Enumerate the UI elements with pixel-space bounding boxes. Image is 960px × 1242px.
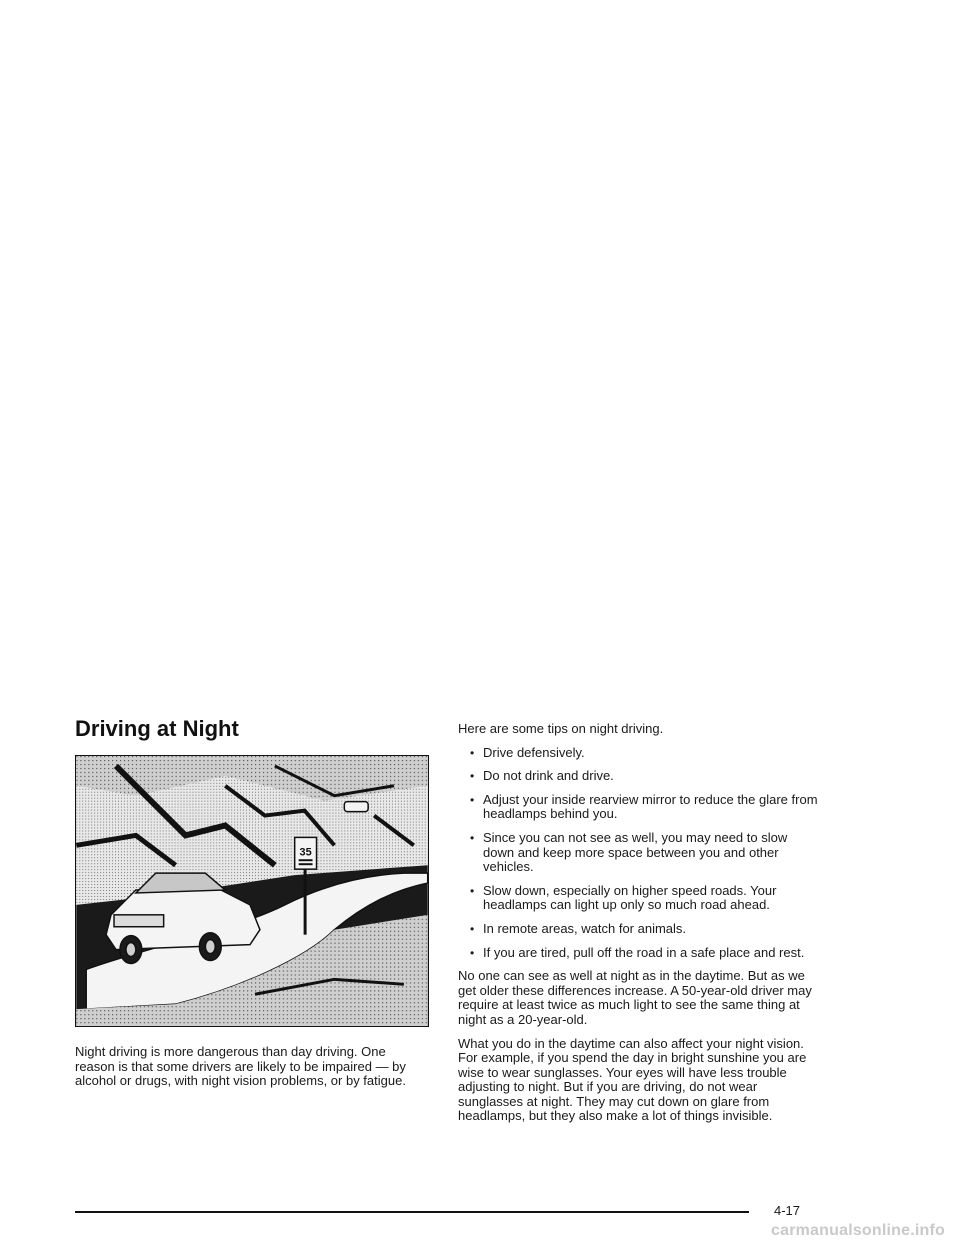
page-number: 4-17: [774, 1203, 801, 1218]
paragraph-age-vision: No one can see as well at night as in the daytime. But as we get older these differences increase. A 50-year-old driver may require at least twice as much light to see the same thing at night as a 20-year-old.: [458, 968, 812, 1027]
list-item-text: In remote areas, watch for animals.: [483, 920, 687, 936]
bullet-icon: •: [470, 830, 475, 845]
list-item-text: If you are tired, pull off the road in a safe place and rest.: [483, 944, 805, 960]
speed-sign-text: 35: [299, 846, 312, 859]
bullet-icon: •: [470, 745, 475, 760]
paragraph-daytime-effects: What you do in the daytime can also affect your night vision. For example, if you spend the day in bright sunshine you are wise to wear sunglasses. Your eyes will have less trouble adjusting to night. But if you are driving, do not wear sunglasses at night. They may cut down on glare from headlamps, but they also make a lot of things invisible.: [458, 1035, 807, 1124]
distant-car: [344, 802, 368, 812]
list-item: [458, 793, 818, 822]
list-item: [458, 769, 818, 784]
list-item-text: Slow down, especially on higher speed roads. Your headlamps can light up only so much road ahead.: [483, 882, 777, 913]
bullet-icon: •: [470, 945, 475, 960]
tips-list: [458, 746, 818, 961]
night-driving-illustration: [75, 755, 429, 1027]
left-paragraph: Night driving is more dangerous than day driving. One reason is that some drivers are likely to be impaired — by alcohol or drugs, with night vision problems, or by fatigue.: [75, 1044, 406, 1089]
list-item-text: Drive defensively.: [483, 744, 585, 760]
footer-rule: [75, 1211, 749, 1213]
list-item: [458, 884, 818, 913]
right-column: [458, 722, 818, 1133]
list-item-text: Do not drink and drive.: [483, 768, 614, 784]
bullet-icon: •: [470, 883, 475, 898]
list-item-text: Since you can not see as well, you may need to slow down and keep more space between you and other vehicles.: [483, 829, 788, 875]
list-item: [458, 922, 818, 937]
bullet-icon: •: [470, 769, 475, 784]
list-item: [458, 946, 818, 961]
bullet-icon: •: [470, 921, 475, 936]
intro-text: Here are some tips on night driving.: [458, 721, 664, 736]
list-item-text: Adjust your inside rearview mirror to reduce the glare from headlamps behind you.: [483, 791, 818, 822]
page-title: Driving at Night: [75, 716, 239, 741]
bullet-icon: •: [470, 792, 475, 807]
watermark: carmanualsonline.info: [771, 1222, 946, 1239]
list-item: [458, 831, 818, 875]
list-item: [458, 746, 818, 761]
